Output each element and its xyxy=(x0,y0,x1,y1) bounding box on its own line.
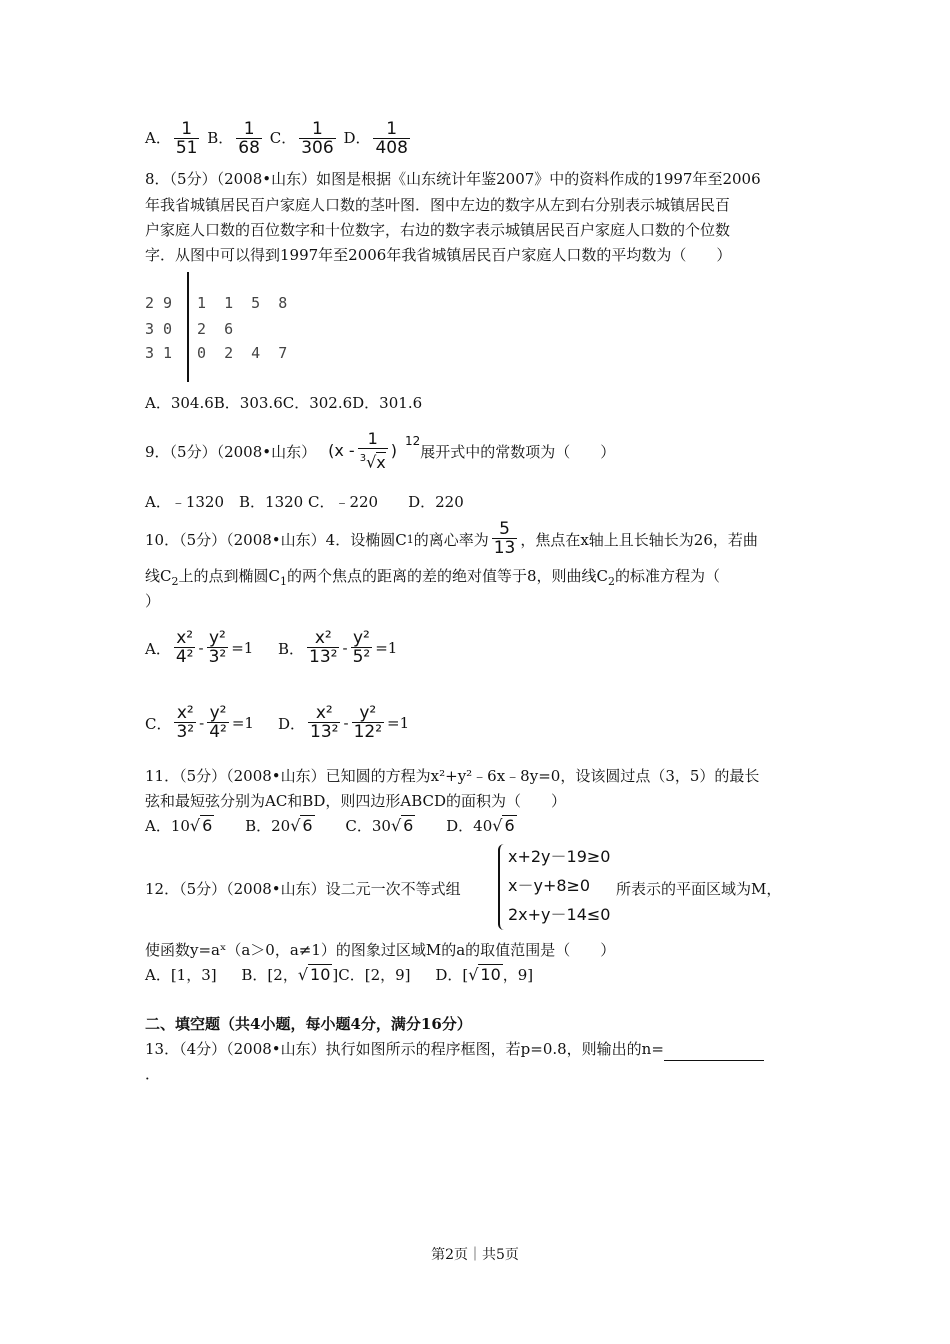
q10-option-c: C． $\frac{\text{x²}}{\text{3²}}$ - $\frac{\text{y²}}{\text{4²}}$ =1 xyxy=(145,703,254,742)
q9-line: 9．（5分）（2008•山东） (x - $\frac{1}{^3√x}$ ) 12 展开式中的常数项为（ ） xyxy=(145,429,616,472)
q7-frac-b: $\frac{1}{68}$ xyxy=(238,119,260,158)
q12-suffix: 所表示的平面区域为M， xyxy=(616,880,782,898)
q12-options: A．[1，3] B．[2，√ 10 ]C．[2，9] D．[√ 10 ，9] xyxy=(145,965,534,984)
q13-tail: ． xyxy=(145,1065,161,1083)
stem-leaf-plot xyxy=(145,272,305,384)
section-heading: 二、填空题（共4小题，每小题4分，满分16分） xyxy=(145,1015,472,1033)
q8-options: A．304.6B．303.6C．302.6D．301.6 xyxy=(145,394,423,412)
q10-option-b: B． $\frac{\text{x²}}{\text{13²}}$ - $\frac{\text{y²}}{\text{5²}}$ =1 xyxy=(278,628,398,667)
page-footer: 第2页｜共5页 xyxy=(431,1247,519,1263)
q7-frac-d: $\frac{1}{408}$ xyxy=(375,119,408,158)
leaf-row-2: 2 6 xyxy=(197,320,234,338)
q13-line: 13．（4分）（2008•山东）执行如图所示的程序框图，若p=0.8，则输出的n= xyxy=(145,1037,764,1061)
q10-line1: 10．（5分）（2008•山东）4．设椭圆C 1 的离心率为 $\frac{5}{13}$ ，焦点在x轴上且长轴长为26，若曲 xyxy=(145,519,758,558)
stem-row-1: 2 9 xyxy=(145,294,173,312)
inequality-brace xyxy=(498,844,508,930)
eccentricity-fraction: $\frac{5}{13}$ xyxy=(493,519,516,558)
q7-options: A． $\frac{1}{51}$ B． $\frac{1}{68}$ C． $\frac{1}{306}$ D． $\frac{1}{408}$ xyxy=(145,119,408,158)
stem-leaf-divider xyxy=(187,272,189,382)
stem-row-2: 3 0 xyxy=(145,320,173,338)
q7-frac-a: $\frac{1}{51}$ xyxy=(175,119,198,158)
q7-frac-c: $\frac{1}{306}$ xyxy=(301,119,334,158)
q11-line2: 弦和最短弦分别为AC和BD，则四边形ABCD的面积为（ ） xyxy=(145,792,566,810)
q8-line3: 户家庭人口数的百位数字和十位数字，右边的数字表示城镇居民百户家庭人口数的个位数 xyxy=(145,221,731,239)
leaf-row-1: 1 1 5 8 xyxy=(197,294,288,312)
q10-option-d: D． $\frac{\text{x²}}{\text{13²}}$ - $\frac{\text{y²}}{\text{12²}}$ =1 xyxy=(278,703,410,742)
q11-options: A．10√ 6 B．20√ 6 C．30√ 6 D．40√ 6 xyxy=(145,816,515,835)
q10-line3: ） xyxy=(145,592,161,610)
q9-expression: (x - $\frac{1}{^3√x}$ ) 12 xyxy=(328,429,421,472)
q8-line1: 8．（5分）（2008•山东）如图是根据《山东统计年鉴2007》中的资料作成的1997年至2006 xyxy=(145,170,761,188)
q11-line1: 11．（5分）（2008•山东）已知圆的方程为x²+y²﹣6x﹣8y=0，设该圆过点（3，5）的最长 xyxy=(145,767,760,785)
leaf-row-3: 0 2 4 7 xyxy=(197,344,288,362)
stem-row-3: 3 1 xyxy=(145,344,173,362)
q9-options: A．﹣1320 B．1320 C．﹣220 D．220 xyxy=(145,493,464,511)
q8-line4: 字．从图中可以得到1997年至2006年我省城镇居民百户家庭人口数的平均数为（ ） xyxy=(145,246,732,264)
q12-prefix: 12．（5分）（2008•山东）设二元一次不等式组 xyxy=(145,880,461,898)
q8-line2: 年我省城镇居民百户家庭人口数的茎叶图．图中左边的数字从左到右分别表示城镇居民百 xyxy=(145,196,731,214)
answer-blank[interactable] xyxy=(664,1044,764,1061)
q10-option-a: A． $\frac{\text{x²}}{\text{4²}}$ - $\frac{\text{y²}}{\text{3²}}$ =1 xyxy=(145,628,254,667)
q10-line2: 线$C_2$上的点到椭圆$C_1$的两个焦点的距离的差的绝对值等于8，则曲线$C_2$的标准方程为（ xyxy=(145,567,721,588)
q12-line2: 使函数y=aˣ（a＞0，a≠1）的图象过区域M的a的取值范围是（ ） xyxy=(145,941,616,959)
